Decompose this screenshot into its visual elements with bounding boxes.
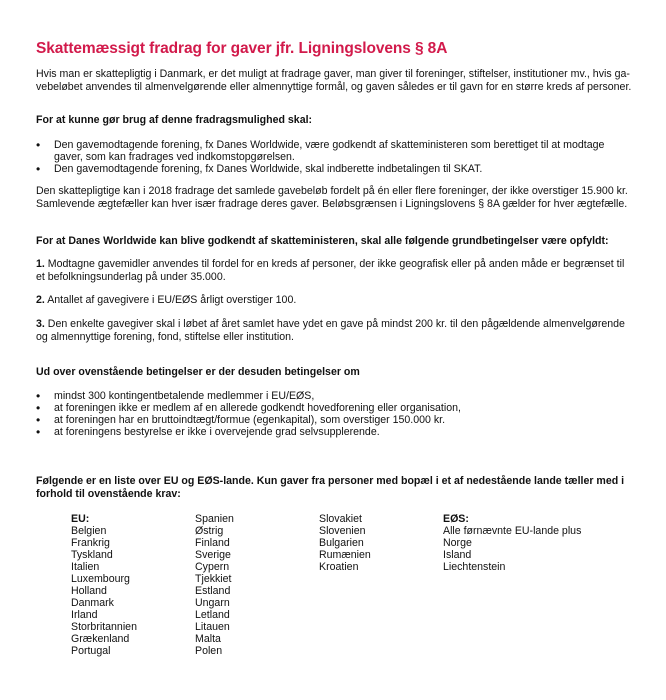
requirement-2	[36, 294, 636, 307]
list-item: • mindst 300 kontingentbetalende medlemmer i EU/EØS,	[36, 390, 636, 402]
country: Portugal	[71, 645, 111, 657]
list-item: • Den gavemodtagende forening, fx Danes Worldwide, skal indberette indbetalingen til SKAT.	[36, 163, 636, 175]
country: Spanien	[195, 513, 234, 525]
section-heading-approval: For at Danes Worldwide kan blive godkendt af skatteministeren, skal alle følgende grundbetingelser være opfyldt:	[36, 235, 609, 247]
country: Tjekkiet	[195, 573, 232, 585]
country: Cypern	[195, 561, 230, 573]
country: Letland	[195, 609, 230, 621]
requirement-3	[36, 318, 636, 344]
country: Liechtenstein	[443, 561, 506, 573]
requirement-number: 1.	[36, 258, 45, 270]
country: Malta	[195, 633, 221, 645]
country: Alle førnævnte EU-lande plus	[443, 525, 582, 537]
country: Estland	[195, 585, 231, 597]
country: Slovakiet	[319, 513, 362, 525]
country: Tyskland	[71, 549, 113, 561]
country: Norge	[443, 537, 472, 549]
country: Kroatien	[319, 561, 359, 573]
deduction-limit-paragraph: Den skattepligtige kan i 2018 fradrage det samlede gavebeløb fordelt på én eller flere foreninger, der ikke overstiger 15.900 kr. Samlevende ægtefæller kan hver især fradrage deres gaver. Beløbsgrænsen i Ligningslovens § 8A gælder for hver ægtefælle.	[36, 185, 628, 210]
country-column-3	[319, 513, 449, 573]
section-heading-additional: Ud over ovenstående betingelser er der desuden betingelser om	[36, 366, 360, 378]
country: Storbritannien	[71, 621, 137, 633]
conditions-list	[36, 139, 636, 175]
requirement-text: Den enkelte gavegiver skal i løbet af året samlet have ydet en gave på mindst 200 kr. til den pågældende almenvelgørende og almennyttige forening, fond, stiftelse eller institution.	[36, 318, 625, 343]
country: Island	[443, 549, 472, 561]
country: Sverige	[195, 549, 231, 561]
section-heading-countries: Følgende er en liste over EU og EØS-lande. Kun gaver fra personer med bopæl i et af nedestående lande tæller med i forhold til ovenstående krav:	[36, 475, 625, 500]
requirement-number: 3.	[36, 318, 45, 330]
country: Bulgarien	[319, 537, 364, 549]
list-item: • at foreningens bestyrelse er ikke i overvejende grad selvsupplerende.	[36, 426, 636, 438]
section-heading-conditions: For at kunne gør brug af denne fradragsmulighed skal:	[36, 114, 313, 126]
requirement-text: Modtagne gavemidler anvendes til fordel for en kreds af personer, der ikke geografisk eller på anden måde er begrænset til et befolkningsunderlag på under 35.000.	[36, 258, 625, 283]
list-item: • at foreningen ikke er medlem af en allerede godkendt hovedforening eller organisation,	[36, 402, 636, 414]
country: Grækenland	[71, 633, 130, 645]
country: Ungarn	[195, 597, 230, 609]
page-title: Skattemæssigt fradrag for gaver jfr. Ligningslovens § 8A	[36, 40, 448, 57]
country: Frankrig	[71, 537, 110, 549]
country: Luxembourg	[71, 573, 130, 585]
country-column-1	[71, 513, 201, 657]
country: Irland	[71, 609, 98, 621]
requirement-text: Antallet af gavegivere i EU/EØS årligt overstiger 100.	[47, 294, 297, 306]
requirement-1	[36, 258, 636, 284]
requirement-number: 2.	[36, 294, 45, 306]
intro-paragraph: Hvis man er skattepligtig i Danmark, er det muligt at fradrage gaver, man giver til foreninger, stiftelser, institutioner mv., hvis ga- vebeløbet anvendes til almenvelgørende eller almennyttige formål, og gaven således er til gavn for en større kreds af personer.	[36, 68, 632, 93]
country: Finland	[195, 537, 230, 549]
eos-heading: EØS:	[443, 513, 469, 525]
eu-heading: EU:	[71, 513, 90, 525]
country: Danmark	[71, 597, 114, 609]
country: Østrig	[195, 525, 224, 537]
country: Holland	[71, 585, 107, 597]
additional-conditions-list	[36, 390, 636, 438]
country: Litauen	[195, 621, 230, 633]
country-column-2	[195, 513, 325, 657]
country: Italien	[71, 561, 100, 573]
country-column-4	[443, 513, 623, 573]
country: Rumænien	[319, 549, 371, 561]
list-item: • at foreningen har en bruttoindtægt/formue (egenkapital), som overstiger 150.000 kr.	[36, 414, 636, 426]
country: Belgien	[71, 525, 107, 537]
list-item: • Den gavemodtagende forening, fx Danes Worldwide, være godkendt af skatteministeren som berettiget til at modtage gaver, som kan fradrages ved indkomstopgørelsen.	[36, 139, 636, 163]
country: Polen	[195, 645, 223, 657]
country: Slovenien	[319, 525, 366, 537]
